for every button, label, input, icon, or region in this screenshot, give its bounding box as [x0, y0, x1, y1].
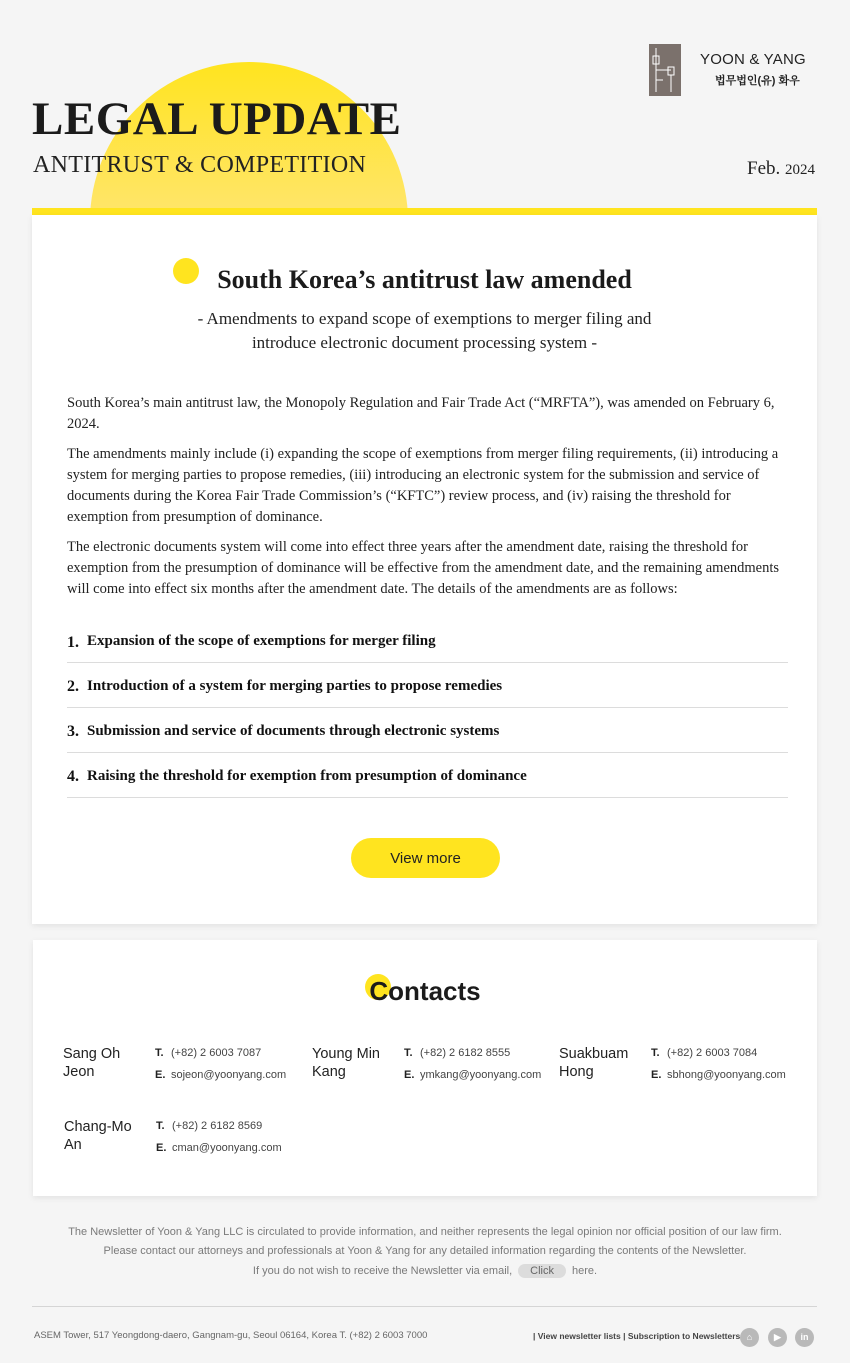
contact-phone[interactable]: (+82) 2 6003 7084 — [667, 1047, 758, 1059]
logo-mark-icon — [649, 44, 681, 96]
contact-email[interactable]: cman@yoonyang.com — [172, 1142, 282, 1154]
tel-label: T. — [155, 1047, 164, 1059]
contact-card — [559, 1045, 809, 1095]
issue-date — [747, 158, 815, 180]
contact-card — [312, 1045, 562, 1095]
contact-email[interactable]: sbhong@yoonyang.com — [667, 1069, 786, 1081]
view-newsletter-lists-link[interactable]: View newsletter lists — [537, 1331, 621, 1341]
item-number: 2. — [67, 678, 79, 695]
contact-card — [64, 1118, 314, 1168]
contact-card — [63, 1045, 313, 1095]
amendment-item[interactable] — [67, 708, 788, 753]
footer-divider — [32, 1306, 817, 1307]
youtube-icon[interactable]: ▶ — [768, 1328, 787, 1347]
contact-name: Sang Oh Jeon — [63, 1046, 121, 1080]
item-text: Submission and service of documents through electronic systems — [87, 722, 500, 739]
issue-year: 2024 — [785, 162, 815, 178]
disclaimer-line: Please contact our attorneys and professionals at Yoon & Yang for any detailed information regarding the contents of the Newsletter. — [103, 1245, 747, 1257]
item-number: 1. — [67, 633, 79, 651]
email-label: E. — [156, 1142, 167, 1154]
unsubscribe-click-button[interactable]: Click — [518, 1264, 566, 1278]
deck-line-2: introduce electronic document processing system - — [251, 333, 598, 352]
contact-name: Young Min Kang — [312, 1046, 380, 1080]
amendment-item[interactable] — [67, 619, 788, 663]
contact-name: Chang-Mo An — [64, 1119, 132, 1153]
item-text: Expansion of the scope of exemptions for merger filing — [87, 633, 436, 649]
article-paragraph: The electronic documents system will come into effect three years after the amendment date, raising the threshold for exemption from the presumption of dominance will be effective from the amendment date, and the remaining amendments will come into effect six months after the amendment date. The details of the amendments are as follows: — [67, 539, 780, 597]
contact-email[interactable]: sojeon@yoonyang.com — [171, 1069, 287, 1081]
contact-name: Suakbuam Hong — [559, 1046, 629, 1080]
item-text: Raising the threshold for exemption from presumption of dominance — [87, 767, 527, 784]
firm-address: ASEM Tower, 517 Yeongdong-daero, Gangnam-gu, Seoul 06164, Korea T. (+82) 2 6003 7000 — [34, 1330, 428, 1341]
email-label: E. — [404, 1069, 415, 1081]
unsubscribe-prefix: If you do not wish to receive the Newsletter via email, — [252, 1265, 513, 1277]
newsletter-subtitle: ANTITRUST & COMPETITION — [33, 152, 367, 178]
logo-text-english: YOON & YANG — [700, 51, 806, 68]
footer-links: | View newsletter lists | Subscription to Newsletters — [533, 1331, 741, 1341]
article-card — [32, 215, 817, 924]
home-icon[interactable]: ⌂ — [740, 1328, 759, 1347]
contact-email[interactable]: ymkang@yoonyang.com — [420, 1069, 542, 1081]
amendment-list — [67, 619, 788, 798]
tel-label: T. — [404, 1047, 413, 1059]
email-label: E. — [651, 1069, 662, 1081]
disclaimer-line: The Newsletter of Yoon & Yang LLC is circulated to provide information, and neither represents the legal opinion nor official position of our law firm. — [68, 1226, 782, 1238]
article-deck — [142, 307, 707, 355]
item-number: 4. — [67, 768, 79, 785]
amendment-item[interactable] — [67, 753, 788, 798]
article-headline: South Korea’s antitrust law amended — [217, 265, 632, 294]
article-paragraph: South Korea’s main antitrust law, the Monopoly Regulation and Fair Trade Act (“MRFTA”), was amended on February 6, 2024. — [67, 395, 775, 432]
logo-text-korean: 법무법인(유) 화우 — [715, 75, 800, 87]
contact-phone[interactable]: (+82) 2 6182 8555 — [420, 1047, 511, 1059]
tel-label: T. — [156, 1120, 165, 1132]
article-paragraph: The amendments mainly include (i) expanding the scope of exemptions from merger filing requirements, (ii) introducing a system for merging parties to propose remedies, (iii) introducing an electronic system for the submission and service of documents during the Korea Fair Trade Commission’s (“KFTC”) review process, and (iv) raising the threshold for exemption from presumption of dominance. — [67, 446, 779, 525]
subscription-link[interactable]: Subscription to Newsletters — [627, 1331, 741, 1341]
contacts-card — [33, 940, 817, 1196]
linkedin-icon[interactable]: in — [795, 1328, 814, 1347]
newsletter-title: LEGAL UPDATE — [32, 93, 402, 145]
contact-phone[interactable]: (+82) 2 6003 7087 — [171, 1047, 262, 1059]
newsletter-header — [0, 0, 850, 215]
contacts-title: Contacts — [369, 976, 481, 1006]
view-more-button[interactable]: View more — [351, 838, 500, 878]
deck-line-1: - Amendments to expand scope of exemptions to merger filing and — [197, 309, 652, 328]
contact-phone[interactable]: (+82) 2 6182 8569 — [172, 1120, 263, 1132]
header-divider-bar — [32, 208, 817, 215]
unsubscribe-suffix: here. — [572, 1265, 598, 1277]
issue-month: Feb. — [747, 158, 781, 179]
email-label: E. — [155, 1069, 166, 1081]
item-text: Introduction of a system for merging parties to propose remedies — [87, 677, 503, 694]
unsubscribe-line — [0, 1264, 850, 1278]
amendment-item[interactable] — [67, 663, 788, 708]
item-number: 3. — [67, 723, 79, 740]
tel-label: T. — [651, 1047, 660, 1059]
